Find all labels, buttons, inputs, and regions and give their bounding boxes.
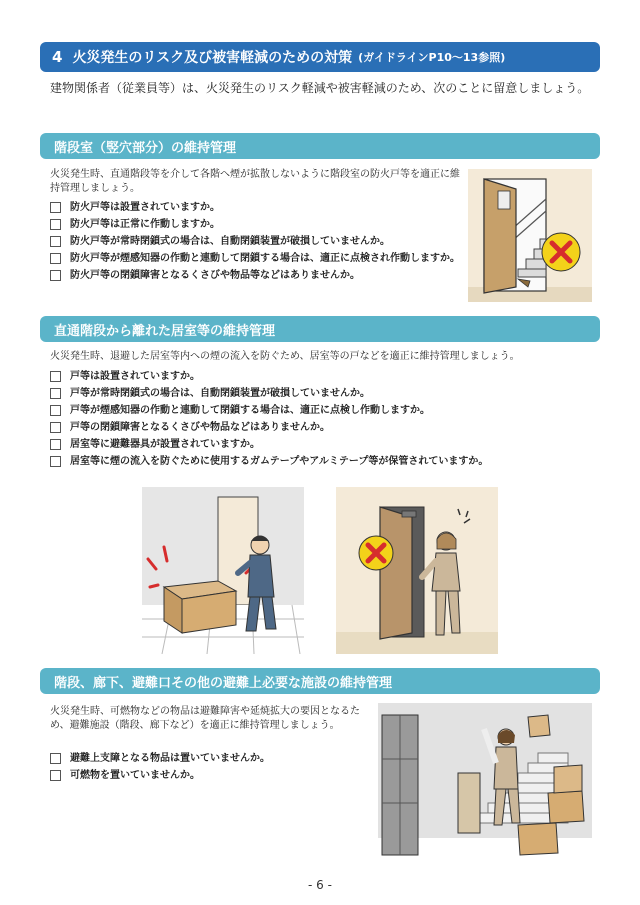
checklist-item: [50, 750, 368, 767]
checklist-item-text: 防火戸等は設置されていますか。: [70, 202, 220, 213]
prohibited-x-icon: [359, 536, 393, 570]
checkbox-icon[interactable]: [50, 422, 61, 433]
checklist-item: [50, 267, 462, 284]
checkbox-icon[interactable]: [50, 388, 61, 399]
checklist-item: [50, 767, 368, 784]
checklist-item: [50, 385, 595, 402]
checklist-item: [50, 368, 595, 385]
stairwell-door-illustration: [468, 169, 592, 302]
checklist-item: [50, 216, 462, 233]
section1-checklist: [50, 199, 462, 284]
main-header: [40, 42, 600, 72]
header-reference: (ガイドラインP10～13参照): [358, 51, 506, 64]
section2-checklist: [50, 368, 595, 470]
section3-checklist: [50, 750, 368, 784]
stairwell-door-drawing: [468, 169, 592, 302]
checkbox-icon[interactable]: [50, 456, 61, 467]
checklist-item-text: 防火戸等が常時閉鎖式の場合は、自動閉鎖装置が破損していませんか。: [70, 236, 390, 247]
checkbox-icon[interactable]: [50, 270, 61, 281]
checklist-item-text: 戸等が常時閉鎖式の場合は、自動閉鎖装置が破損していませんか。: [70, 388, 370, 399]
checklist-item-text: 居室等に避難器具が設置されていますか。: [70, 439, 260, 450]
checklist-item: [50, 199, 462, 216]
cluttered-corridor-illustration: [378, 703, 592, 863]
checkbox-icon[interactable]: [50, 405, 61, 416]
checkbox-icon[interactable]: [50, 219, 61, 230]
checklist-item: [50, 233, 462, 250]
door-wedge-drawing: [336, 487, 498, 654]
header-number: 4: [52, 48, 63, 66]
checkbox-icon[interactable]: [50, 253, 61, 264]
header-title: 火災発生のリスク及び被害軽減のための対策: [72, 50, 353, 66]
prohibited-x-icon: [542, 233, 580, 271]
section2-title: 直通階段から離れた居室等の維持管理: [40, 316, 600, 342]
checklist-item: [50, 453, 595, 470]
checkbox-icon[interactable]: [50, 770, 61, 781]
blocked-door-drawing: [142, 487, 304, 654]
checklist-item-text: 防火戸等は正常に作動しますか。: [70, 219, 220, 230]
section3-description: 火災発生時、可燃物などの物品は避難障害や延焼拡大の要因となるため、避難施設（階段、廊下など）を適正に維持管理しましょう。: [50, 706, 360, 731]
checklist-item: [50, 436, 595, 453]
checklist-item-text: 戸等の閉鎖障害となるくさびや物品などはありませんか。: [70, 422, 330, 433]
checkbox-icon[interactable]: [50, 753, 61, 764]
blocked-door-illustration: [142, 487, 304, 654]
checkbox-icon[interactable]: [50, 371, 61, 382]
checkbox-icon[interactable]: [50, 202, 61, 213]
checklist-item-text: 避難上支障となる物品は置いていませんか。: [70, 753, 270, 764]
section1-title: 階段室（竪穴部分）の維持管理: [40, 133, 600, 159]
cluttered-corridor-drawing: [378, 703, 592, 863]
section2-description: 火災発生時、退避した居室等内への煙の流入を防ぐため、居室等の戸などを適正に維持管理しましょう。: [50, 351, 520, 362]
checklist-item: [50, 250, 462, 267]
checklist-item-text: 居室等に煙の流入を防ぐために使用するガムテープやアルミテープ等が保管されていますか。: [70, 456, 489, 467]
checklist-item-text: 可燃物を置いていませんか。: [70, 770, 200, 781]
page-number: - 6 -: [308, 878, 332, 892]
checklist-item-text: 戸等は設置されていますか。: [70, 371, 200, 382]
checkbox-icon[interactable]: [50, 439, 61, 450]
section3-title: 階段、廊下、避難口その他の避難上必要な施設の維持管理: [40, 668, 600, 694]
checkbox-icon[interactable]: [50, 236, 61, 247]
checklist-item: [50, 402, 595, 419]
checklist-item-text: 防火戸等が煙感知器の作動と連動して閉鎖する場合は、適正に点検され作動しますか。: [70, 253, 460, 264]
section1-description: 火災発生時、直通階段等を介して各階へ煙が拡散しないように階段室の防火戸等を適正に維持管理しましょう。: [50, 169, 460, 194]
intro-text: 建物関係者（従業員等）は、火災発生のリスク軽減や被害軽減のため、次のことに留意しましょう。: [50, 81, 590, 95]
door-wedge-illustration: [336, 487, 498, 654]
checklist-item: [50, 419, 595, 436]
checklist-item-text: 戸等が煙感知器の作動と連動して閉鎖する場合は、適正に点検し作動しますか。: [70, 405, 430, 416]
checklist-item-text: 防火戸等の閉鎖障害となるくさびや物品等などはありませんか。: [70, 270, 360, 281]
